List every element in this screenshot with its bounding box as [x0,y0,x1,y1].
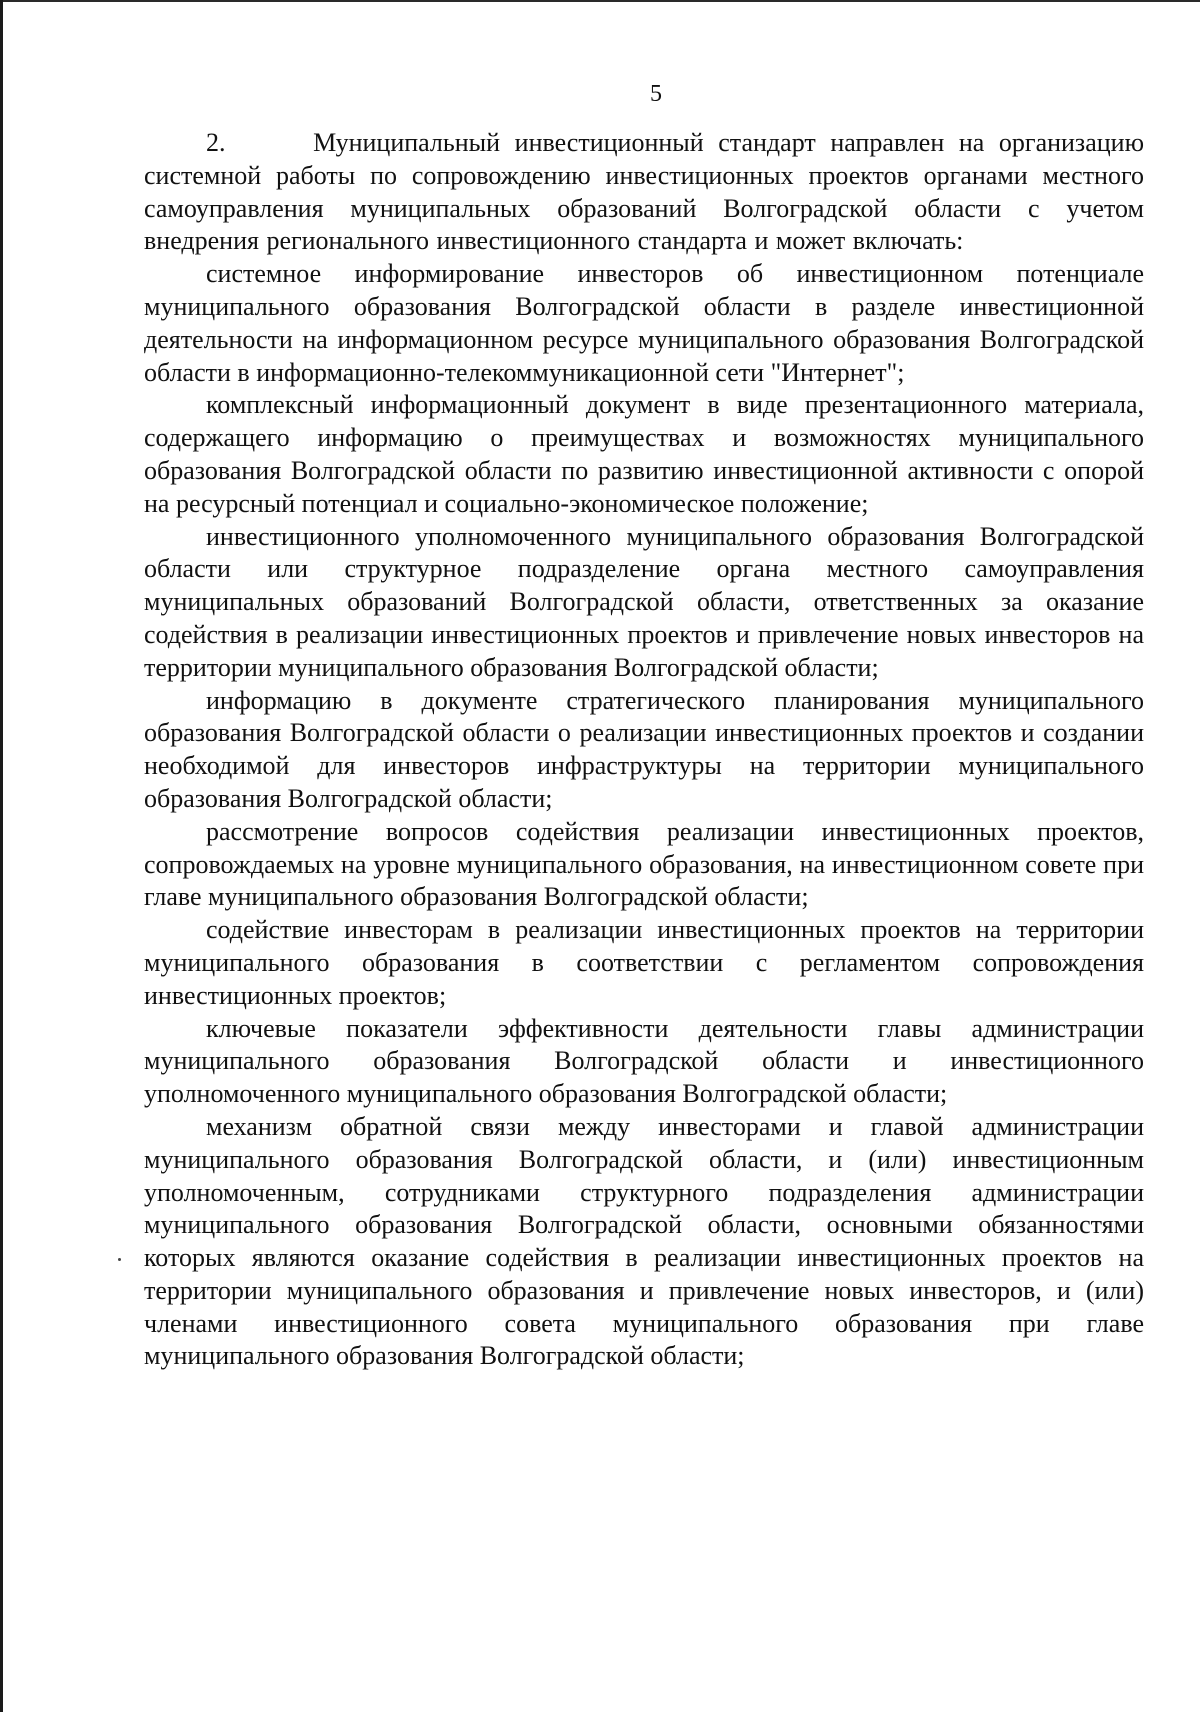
scan-speck [118,1258,121,1261]
paragraph-kpi: ключевые показатели эффективности деятельности главы администрации муниципального образования Волгоградской области и инвестиционного уполномоченного муниципального образования Волгоградской области; [144,1013,1144,1109]
page-number: 5 [650,81,662,107]
document-body [144,127,1144,1373]
paragraph-strategic-planning: информацию в документе стратегического планирования муниципального образования Волгоградской области о реализации инвестиционных проектов и создании необходимой для инвесторов инфраструктуры на территории муниципального образования Волгоградской области; [144,685,1144,813]
paragraph-informing-investors: системное информирование инвесторов об инвестиционном потенциале муниципального образования Волгоградской области в разделе инвестиционной деятельности на информационном ресурсе муниципального образования Волгоградской области в информационно-телекоммуникационной сети "Интернет"; [144,259,1144,387]
paragraph-feedback-mechanism: механизм обратной связи между инвесторами и главой администрации муниципального образования Волгоградской области, и (или) инвестиционным уполномоченным, сотрудниками структурного подразделения администрации муниципального образования Волгоградской области, основными обязанностями которых являются оказание содействия в реализации инвестиционных проектов на территории муниципального образования и привлечение новых инвесторов, и (или) членами инвестиционного совета муниципального образования при главе муниципального образования Волгоградской области; [144,1111,1144,1371]
paragraph-investment-council: рассмотрение вопросов содействия реализации инвестиционных проектов, сопровождаемых на уровне муниципального образования, на инвестиционном совете при главе муниципального образования Волгоградской области; [144,816,1144,912]
paragraph-investor-assistance: содействие инвесторам в реализации инвестиционных проектов на территории муниципального образования в соответствии с регламентом сопровождения инвестиционных проектов; [144,915,1144,1010]
scan-edge-top [0,0,1200,2]
paragraph-item-2: 2. Муниципальный инвестиционный стандарт направлен на организацию системной работы по сопровождению инвестиционных проектов органами местного самоуправления муниципальных образований Волгоградской области с учетом внедрения регионального инвестиционного стандарта и может включать: [144,128,1144,256]
paragraph-presentation-document: комплексный информационный документ в виде презентационного материала, содержащего информацию о преимуществах и возможностях муниципального образования Волгоградской области по развитию инвестиционной активности с опорой на ресурсный потенциал и социально-экономическое положение; [144,390,1144,518]
paragraph-investment-representative: инвестиционного уполномоченного муниципального образования Волгоградской области или структурное подразделение органа местного самоуправления муниципальных образований Волгоградской области, ответственных за оказание содействия в реализации инвестиционных проектов и привлечение новых инвесторов на территории муниципального образования Волгоградской области; [144,521,1144,682]
scan-edge-left [0,0,3,1712]
